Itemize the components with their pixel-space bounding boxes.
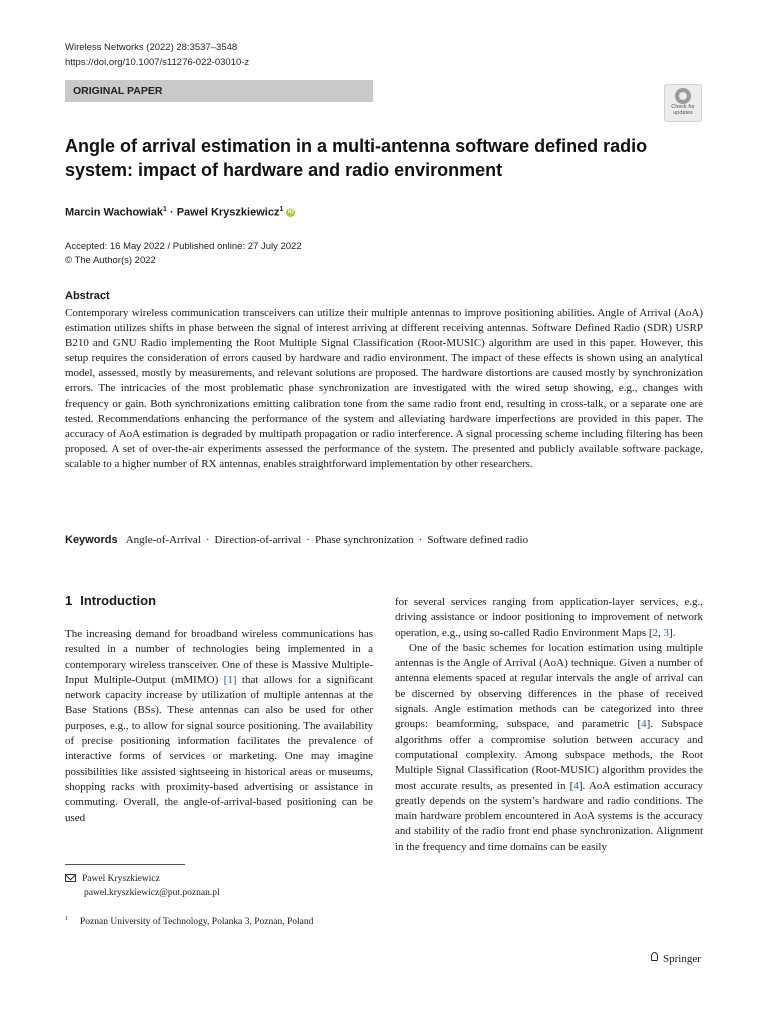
paragraph-text: ]. AoA estimation accuracy greatly depends on the system’s hardware and radio conditions. The main hardware problem encountered in AoA systems is the accuracy and stability of the radio front end phase synchronization. Alignment in the frequency and time domains can be easily	[395, 779, 703, 853]
keyword: Angle-of-Arrival	[125, 534, 201, 546]
citation-link[interactable]: 4	[573, 779, 579, 792]
article-type-bar: ORIGINAL PAPER	[65, 80, 373, 102]
author-list	[65, 203, 295, 220]
footnote-divider	[65, 864, 185, 865]
author-name[interactable]: Pawel Kryszkiewicz	[176, 206, 280, 219]
affiliation-marker: 1	[163, 206, 167, 213]
envelope-icon	[65, 874, 76, 882]
article-title: Angle of arrival estimation in a multi-antenna software defined radio system: impact of hardware and radio environment	[65, 136, 648, 180]
paragraph-text: ].	[669, 626, 676, 639]
publication-dates	[65, 240, 302, 268]
affiliation-marker: 1	[279, 206, 284, 213]
affiliation-text: Poznan University of Technology, Polanka 3, Poznan, Poland	[80, 917, 314, 928]
corresponding-author	[65, 872, 160, 886]
section-number: 1	[65, 593, 73, 608]
corresponding-author-name: Pawel Kryszkiewicz	[82, 874, 160, 884]
left-column	[65, 627, 373, 826]
keyword: Direction-of-arrival	[214, 534, 302, 546]
paragraph	[395, 641, 703, 855]
check-for-updates-badge[interactable]	[664, 84, 702, 122]
citation-link[interactable]: 2	[652, 626, 659, 639]
paragraph-text: for several services ranging from application-layer services, e.g., driving assistance or indoor positioning to improvement of network operation, e.g., using so-called Radio Environment Maps [	[395, 596, 703, 639]
citation-link[interactable]: [1]	[223, 673, 237, 686]
doi-link[interactable]: https://doi.org/10.1007/s11276-022-03010-z	[65, 57, 250, 68]
citation-link[interactable]: 3	[663, 626, 670, 639]
paragraph-text: The increasing demand for broadband wireless communications has resulted in a number of technologies being implemented in a contemporary wireless transceiver. One of these is Massive Multiple-Input Multiple-Output (mMIMO)	[65, 628, 373, 686]
publisher-logo	[650, 952, 701, 966]
journal-header	[65, 40, 249, 70]
keyword-separator: ·	[306, 534, 310, 546]
paragraph	[65, 627, 373, 826]
keywords-label: Keywords	[65, 534, 118, 546]
accepted-published-dates: Accepted: 16 May 2022 / Published online: 27 July 2022	[65, 241, 302, 252]
check-updates-icon	[675, 88, 691, 104]
keyword-separator: ·	[205, 534, 210, 546]
author-separator: ·	[169, 206, 174, 219]
keywords-line	[65, 533, 705, 548]
keyword: Phase synchronization	[314, 534, 414, 546]
paragraph-text: ]. Subspace algorithms offer a compromise solution between accuracy and computational complexity. Among subspace methods, the Root Multiple Signal Classification (Root-MUSIC) algorithm provides the most accurate results, as presented in [	[395, 718, 703, 792]
section-heading	[65, 593, 164, 608]
paragraph	[395, 595, 703, 641]
affiliation-marker: 1	[65, 916, 68, 922]
keyword-separator: ·	[418, 534, 423, 546]
keyword: Software defined radio	[427, 534, 529, 546]
affiliation	[65, 912, 313, 929]
abstract-heading: Abstract	[65, 290, 110, 302]
corresponding-email[interactable]: pawel.kryszkiewicz@put.poznan.pl	[84, 888, 220, 898]
paragraph-text: ,	[658, 626, 664, 639]
springer-horse-icon	[650, 952, 660, 963]
section-title: Introduction	[80, 593, 157, 608]
journal-citation: Wireless Networks (2022) 28:3537–3548	[65, 42, 238, 53]
abstract-text: Contemporary wireless communication transceivers can utilize their multiple antennas to improve positioning abilities. Angle of Arrival (AoA) estimation utilizes shifts in phase between the signal of interest arriving at different receiving antennas. Software Defined Radio (SDR) USRP B210 and GNU Radio implementing the Root Multiple Signal Classification (Root-MUSIC) algorithm are used in this paper. However, this setup requires the consideration of errors caused by hardware and radio environment. The impact of these effects is shown using an analytical model, assessed, mostly by measurements, and relevant solutions are proposed. The hardware distortions are caused mostly by synchronization errors. The intricacies of the most problematic phase synchronization are investigated with the wired setup showing, e.g., changes with frequency or gain. Both synchronizations emitting calibration tone from the same radio front end, resulting in cross-talk, or a separate one are tested. Recommendations enhancing the performance of the system and alleviating hardware imperfections are provided in this paper. The accuracy of AoA estimation is degraded by multipath propagation or radio interference. A signal processing scheme including filtering has been proposed. A set of over-the-air experiments assessed the performance of the system. The presented and publicly available software package, scalable to a higher number of RX antennas, enables straightforward implementation by other researchers.	[65, 307, 703, 470]
orcid-icon[interactable]: iD	[287, 209, 294, 216]
citation-link[interactable]: 4	[641, 718, 647, 731]
copyright-line: © The Author(s) 2022	[65, 255, 156, 266]
right-column	[395, 595, 703, 855]
paragraph-text: One of the basic schemes for location estimation using multiple antennas is the Angle of Arrival (AoA) technique. Given a number of antenna elements spaced at regular intervals the angle of arrival can be discerned by observing differences in the phase of received signals. Angle estimation methods can be categorized into three groups: beamforming, subspace, and parametric [	[395, 641, 703, 731]
paragraph-text: that allows for a significant network capacity increase by utilization of multiple antennas at the Base Stations (BSs). These antennas can also be used for other purposes, e.g., to allow for signal source positioning. The availability of precise positioning information facilitates the prevalence of interactive forms of services or marketing. One may imagine possibilities like assisted sightseeing in historical areas or museums, shopping racks with proximity-based advertising or assistance in commuting. Overall, the angle-of-arrival-based positioning can be used	[65, 673, 373, 824]
check-updates-line2: updates	[673, 110, 693, 116]
author-name[interactable]: Marcin Wachowiak	[65, 206, 164, 219]
check-updates-line1: Check for	[671, 104, 695, 110]
publisher-name: Springer	[663, 953, 701, 965]
